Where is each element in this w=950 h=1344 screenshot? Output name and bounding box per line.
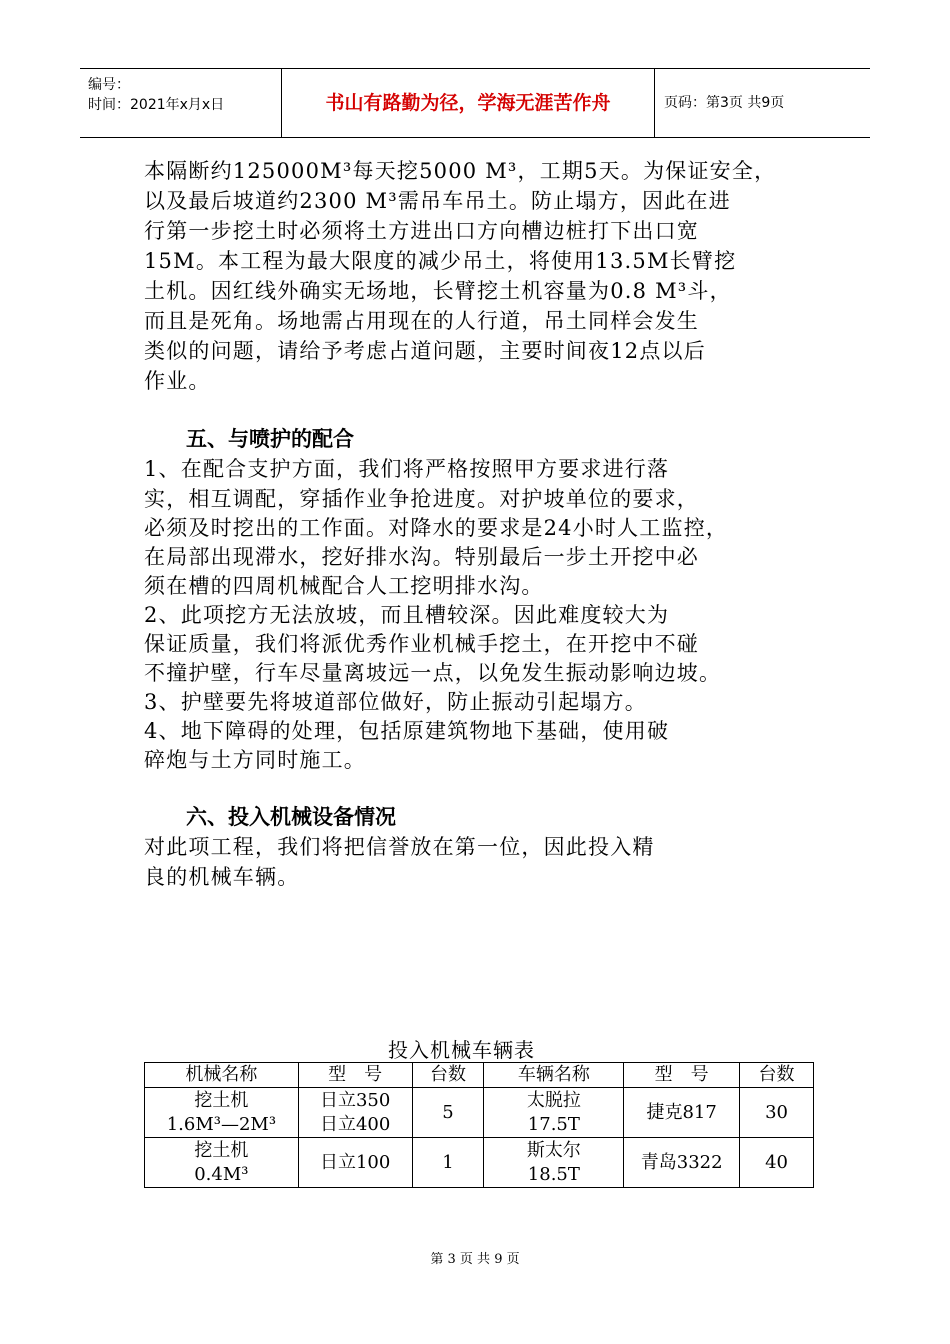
section-6-heading: 六、投入机械设备情况 xyxy=(186,805,396,829)
text-line: 4、地下障碍的处理，包括原建筑物地下基础，使用破 xyxy=(144,719,670,743)
text-line: 良的机械车辆。 xyxy=(144,865,300,889)
header-cell: 型 号 xyxy=(624,1063,740,1088)
table-header-row xyxy=(145,1063,814,1088)
vehicle-name: 斯太尔 xyxy=(526,1139,581,1161)
vehicle-name: 太脱拉 xyxy=(526,1089,581,1111)
text-line: 对此项工程，我们将把信誉放在第一位，因此投入精 xyxy=(144,835,655,859)
text-line: 必须及时挖出的工作面。对降水的要求是24小时人工监控， xyxy=(144,516,729,540)
header-motto: 书山有路勤为径，学海无涯苦作舟 xyxy=(282,69,655,137)
text-line: 2、此项挖方无法放坡，而且槽较深。因此难度较大为 xyxy=(144,603,670,627)
text-line: 类似的问题，请给予考虑占道问题，主要时间夜12点以后 xyxy=(144,339,706,363)
text-line: 土机。因红线外确实无场地，长臂挖土机容量为0.8 M³斗， xyxy=(144,279,732,303)
text-line: 在局部出现滞水，挖好排水沟。特别最后一步土开挖中必 xyxy=(144,545,699,569)
header-meta xyxy=(80,69,282,137)
machinery-table xyxy=(144,1062,814,1188)
section-5-heading: 五、与喷护的配合 xyxy=(186,427,354,451)
vehicle-count-cell: 30 xyxy=(740,1088,814,1138)
vehicle-count-cell: 40 xyxy=(740,1138,814,1188)
time-label: 时间：2021年x月x日 xyxy=(88,97,225,113)
model-cell: 日立100 xyxy=(298,1138,412,1188)
machine-cell xyxy=(145,1088,299,1138)
number-label: 编号： xyxy=(88,77,130,93)
table-row xyxy=(145,1088,814,1138)
header-cell: 型 号 xyxy=(298,1063,412,1088)
vehicle-model-cell: 捷克817 xyxy=(624,1088,740,1138)
text-line: 以及最后坡道约2300 M³需吊车吊土。防止塌方，因此在进 xyxy=(144,189,731,213)
text-line: 而且是死角。场地需占用现在的人行道，吊土同样会发生 xyxy=(144,309,699,333)
vehicle-cell xyxy=(484,1088,624,1138)
header-cell: 车辆名称 xyxy=(484,1063,624,1088)
vehicle-tonnage: 17.5T xyxy=(527,1113,580,1135)
count-cell: 5 xyxy=(412,1088,484,1138)
machine-name: 挖土机 xyxy=(194,1089,249,1111)
text-line: 15M。本工程为最大限度的减少吊土，将使用13.5M长臂挖 xyxy=(144,249,737,273)
page-header xyxy=(80,68,870,138)
page-footer: 第 3 页 共 9 页 xyxy=(430,1252,520,1267)
machine-capacity: 0.4M³ xyxy=(194,1163,249,1185)
machine-cell xyxy=(145,1138,299,1188)
table-row xyxy=(145,1138,814,1188)
text-line: 保证质量，我们将派优秀作业机械手挖土，在开挖中不碰 xyxy=(144,632,699,656)
machine-capacity: 1.6M³—2M³ xyxy=(166,1113,277,1135)
model-name: 日立400 xyxy=(319,1113,391,1135)
text-line: 3、护壁要先将坡道部位做好，防止振动引起塌方。 xyxy=(144,690,647,714)
header-cell: 机械名称 xyxy=(145,1063,299,1088)
count-cell: 1 xyxy=(412,1138,484,1188)
model-cell xyxy=(298,1088,412,1138)
text-line: 1、在配合支护方面，我们将严格按照甲方要求进行落 xyxy=(144,457,670,481)
header-cell: 台数 xyxy=(740,1063,814,1088)
text-line: 作业。 xyxy=(144,369,211,393)
text-line: 碎炮与土方同时施工。 xyxy=(144,748,366,772)
text-line: 行第一步挖土时必须将土方进出口方向槽边桩打下出口宽 xyxy=(144,219,699,243)
header-page-label: 页码：第3页 共9页 xyxy=(664,95,785,111)
model-name: 日立350 xyxy=(319,1089,391,1111)
text-line: 不撞护壁，行车尽量离坡远一点，以免发生振动影响边坡。 xyxy=(144,661,722,685)
text-line: 实，相互调配，穿插作业争抢进度。对护坡单位的要求， xyxy=(144,487,699,511)
text-line: 本隔断约125000M³每天挖5000 M³，工期5天。为保证安全， xyxy=(144,159,777,183)
machine-name: 挖土机 xyxy=(194,1139,249,1161)
vehicle-tonnage: 18.5T xyxy=(527,1163,580,1185)
table-caption: 投入机械车辆表 xyxy=(388,1038,535,1062)
header-cell: 台数 xyxy=(412,1063,484,1088)
text-line: 须在槽的四周机械配合人工挖明排水沟。 xyxy=(144,574,544,598)
vehicle-cell xyxy=(484,1138,624,1188)
vehicle-model-cell: 青岛3322 xyxy=(624,1138,740,1188)
